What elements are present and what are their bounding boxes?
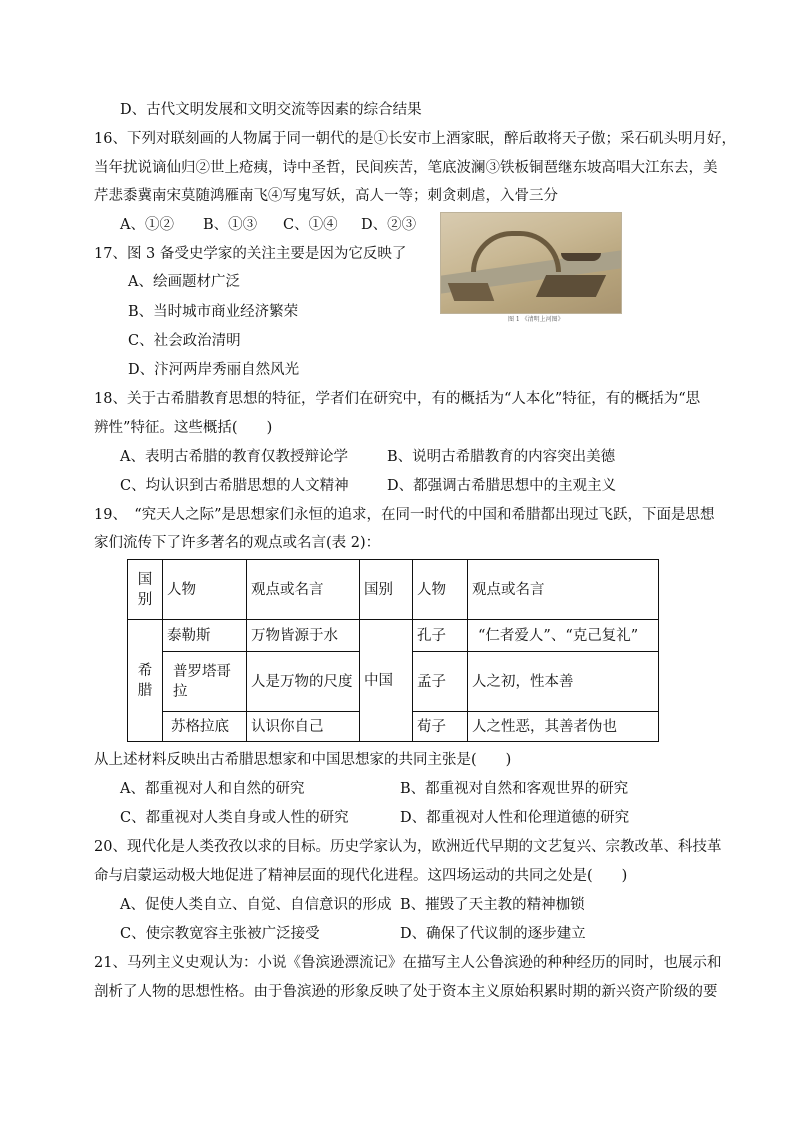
quote-socrates: 认识你自己 <box>247 712 360 742</box>
q20-option-a[interactable]: A、促使人类自立、自觉、自信意识的形成 <box>120 897 392 913</box>
q17-stem: 17、图 3 备受史学家的关注主要是因为它反映了 <box>94 246 407 262</box>
quote-thales: 万物皆源于水 <box>247 620 360 652</box>
q18-option-b[interactable]: B、说明古希腊教育的内容突出美德 <box>387 449 616 465</box>
header-person-right: 人物 <box>413 560 468 620</box>
person-thales: 泰勒斯 <box>163 620 247 652</box>
q19-stem-line2: 家们流传下了许多著名的观点或名言(表 2)： <box>94 535 381 551</box>
quote-mencius: 人之初，性本善 <box>468 652 659 712</box>
q17-option-c[interactable]: C、社会政治清明 <box>128 333 241 349</box>
header-quote-right: 观点或名言 <box>468 560 659 620</box>
header-person-left: 人物 <box>163 560 247 620</box>
country-greece: 希腊 <box>128 620 163 742</box>
quote-xunzi: 人之性恶，其善者伪也 <box>468 712 659 742</box>
header-country-right: 国别 <box>360 560 413 620</box>
q17-option-a[interactable]: A、绘画题材广泛 <box>128 274 240 290</box>
q16-stem-line2: 当年扰说谪仙归②世上疮痍，诗中圣哲，民间疾苦，笔底波澜③铁板铜琶继东坡高唱大江东去，美 <box>94 160 718 176</box>
q20-option-c[interactable]: C、使宗教宽容主张被广泛接受 <box>120 926 320 942</box>
header-quote-left: 观点或名言 <box>247 560 360 620</box>
q21-stem-line2: 剖析了人物的思想性格。由于鲁滨逊的形象反映了处于资本主义原始积累时期的新兴资产阶级的要 <box>94 984 718 1000</box>
q18-option-a[interactable]: A、表明古希腊的教育仅教授辩论学 <box>120 449 348 465</box>
q15-option-d: D、古代文明发展和文明交流等因素的综合结果 <box>120 102 422 118</box>
q20-option-b[interactable]: B、摧毁了天主教的精神枷锁 <box>400 897 585 913</box>
qingming-painting-figure <box>440 212 622 314</box>
q16-stem-line1: 16、下列对联刻画的人物属于同一朝代的是①长安市上酒家眠，醉后敢将天子傲；采石矶头明月好， <box>94 131 736 147</box>
q19-question: 从上述材料反映出古希腊思想家和中国思想家的共同主张是( ) <box>94 752 512 768</box>
q18-stem-line2: 辨性”特征。这些概括( ) <box>94 420 273 436</box>
q19-stem-line1: 19、 “究天人之际”是思想家们永恒的追求，在同一时代的中国和希腊都出现过飞跃，下面是思想 <box>94 507 715 523</box>
q17-option-b[interactable]: B、当时城市商业经济繁荣 <box>128 304 299 320</box>
q16-option-b[interactable]: B、①③ <box>203 217 258 233</box>
q16-option-a[interactable]: A、①② <box>120 217 174 233</box>
quote-confucius: “仁者爱人”、“克己复礼” <box>468 620 659 652</box>
person-confucius: 孔子 <box>413 620 468 652</box>
q19-option-d[interactable]: D、都重视对人性和伦理道德的研究 <box>400 810 630 826</box>
person-mencius: 孟子 <box>413 652 468 712</box>
q18-option-c[interactable]: C、均认识到古希腊思想的人文精神 <box>120 478 349 494</box>
q20-stem-line1: 20、现代化是人类孜孜以求的目标。历史学家认为，欧洲近代早期的文艺复兴、宗教改革、科技革 <box>94 839 722 855</box>
person-socrates: 苏格拉底 <box>163 712 247 742</box>
header-country-left: 国别 <box>128 560 163 620</box>
q19-option-a[interactable]: A、都重视对人和自然的研究 <box>120 781 305 797</box>
figure-caption: 图 1 《清明上河图》 <box>508 316 564 323</box>
quote-protagoras: 人是万物的尺度 <box>247 652 360 712</box>
q18-stem-line1: 18、关于古希腊教育思想的特征，学者们在研究中，有的概括为“人本化”特征，有的概括为“思 <box>94 391 701 407</box>
q20-option-d[interactable]: D、确保了代议制的逐步建立 <box>400 926 586 942</box>
person-protagoras: 普罗塔哥拉 <box>163 652 247 712</box>
country-china: 中国 <box>360 620 413 742</box>
person-xunzi: 荀子 <box>413 712 468 742</box>
q16-option-d[interactable]: D、②③ <box>361 217 417 233</box>
thinkers-table <box>127 559 659 742</box>
q18-option-d[interactable]: D、都强调古希腊思想中的主观主义 <box>387 478 617 494</box>
q16-option-c[interactable]: C、①④ <box>283 217 338 233</box>
q19-option-b[interactable]: B、都重视对自然和客观世界的研究 <box>400 781 629 797</box>
q20-stem-line2: 命与启蒙运动极大地促进了精神层面的现代化进程。这四场运动的共同之处是( ) <box>94 868 628 884</box>
q19-option-c[interactable]: C、都重视对人类自身或人性的研究 <box>120 810 349 826</box>
q17-option-d[interactable]: D、汴河两岸秀丽自然风光 <box>128 362 300 378</box>
q21-stem-line1: 21、马列主义史观认为：小说《鲁滨逊漂流记》在描写主人公鲁滨逊的种种经历的同时，也展示和 <box>94 955 722 971</box>
q16-stem-line3: 芹悲黍冀南宋莫随鸿雁南飞④写鬼写妖，高人一等；刺贪刺虐，入骨三分 <box>94 188 558 204</box>
